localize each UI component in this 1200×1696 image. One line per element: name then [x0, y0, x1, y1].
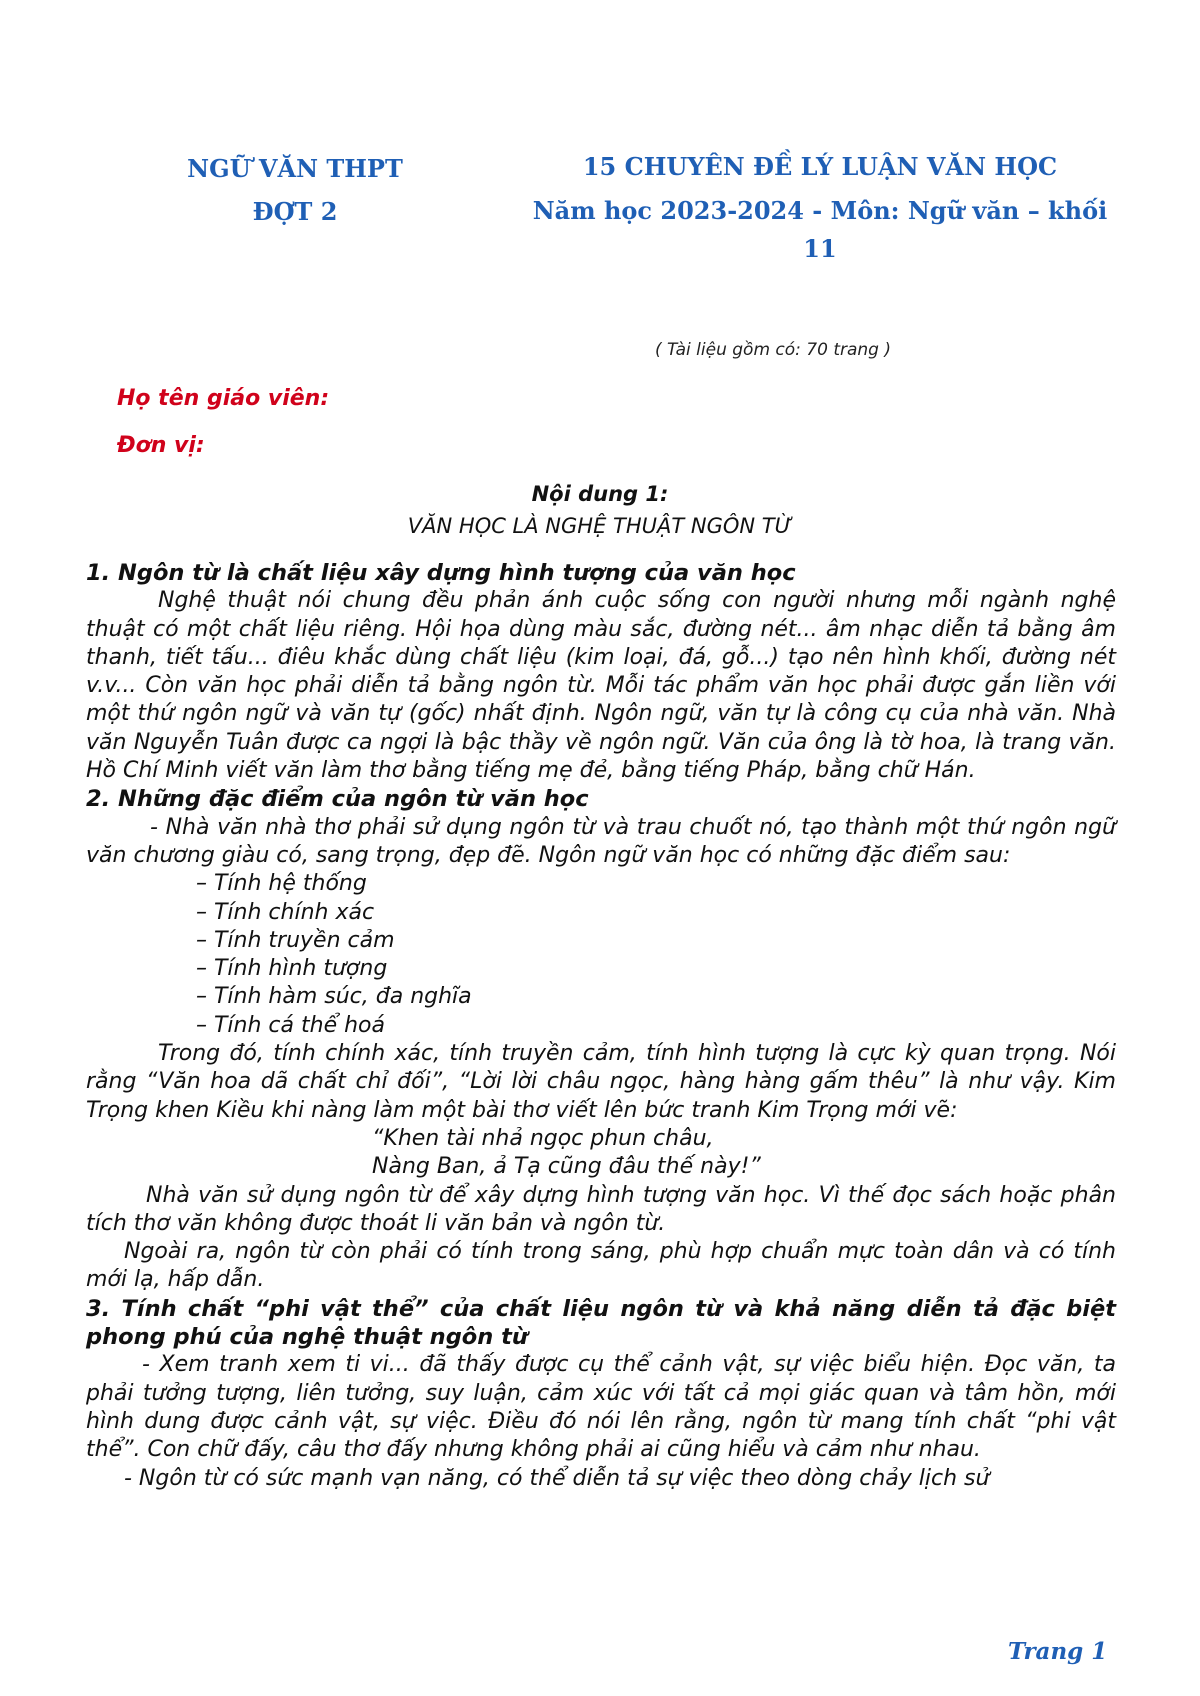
section-2-paragraph-2: Trong đó, tính chính xác, tính truyền cảm, tính hình tượng là cực kỳ quan trọng. Nói rằng “Văn hoa dã chất chỉ đối”, “Lời lời châu ngọc, hàng hàng gấm thêu” là như vậy. Kim Trọng khen Kiều khi nàng làm một bài thơ viết lên bức tranh Kim Trọng mới vẽ:	[86, 1041, 1116, 1123]
header-round: ĐỢT 2	[252, 197, 338, 226]
section-2-heading: 2. Những đặc điểm của ngôn từ văn học	[86, 786, 589, 813]
teacher-name-label: Họ tên giáo viên:	[117, 386, 330, 411]
content-number: Nội dung 1:	[531, 482, 669, 506]
pages-note: ( Tài liệu gồm có: 70 trang )	[655, 340, 892, 360]
document-body	[86, 559, 1116, 1493]
poem-line: Nàng Ban, ả Tạ cũng đâu thế này!”	[372, 1154, 761, 1180]
poem-line: “Khen tài nhả ngọc phun châu,	[372, 1125, 714, 1151]
header-subject: NGỮ VĂN THPT	[187, 154, 403, 183]
header-grade: 11	[803, 234, 837, 263]
section-3-heading: 3. Tính chất “phi vật thể” của chất liệu ngôn từ và khả năng diễn tả đặc biệt phong phú của nghệ thuật ngôn từ	[86, 1295, 1116, 1351]
section-3-paragraph: - Xem tranh xem ti vi... đã thấy được cụ thể cảnh vật, sự việc biểu hiện. Đọc văn, ta phải tưởng tượng, liên tưởng, suy luận, cảm xúc với tất cả mọi giác quan và tâm hồn, mới hình dung được cảnh vật, sự việc. Điều đó nói lên rằng, ngôn từ mang tính chất “phi vật thể”. Con chữ đấy, câu thơ đấy nhưng không phải ai cũng hiểu và cảm như nhau.	[86, 1352, 1116, 1463]
section-2-paragraph-3: Nhà văn sử dụng ngôn từ để xây dựng hình tượng văn học. Vì thế đọc sách hoặc phân tích thơ văn không được thoát li văn bản và ngôn từ.	[86, 1182, 1116, 1236]
page-number: Trang 1	[1008, 1638, 1108, 1665]
trait-item: – Tính hình tượng	[196, 956, 388, 982]
section-1-paragraph: Nghệ thuật nói chung đều phản ánh cuộc sống con người nhưng mỗi ngành nghệ thuật có một chất liệu riêng. Hội họa dùng màu sắc, đường nét... âm nhạc diễn tả bằng âm thanh, tiết tấu... điêu khắc dùng chất liệu (kim loại, đá, gỗ...) tạo nên hình khối, đường nét v.v... Còn văn học phải diễn tả bằng ngôn từ. Mỗi tác phẩm văn học phải được gắn liền với một thứ ngôn ngữ và văn tự (gốc) nhất định. Ngôn ngữ, văn tự là công cụ của nhà văn. Nhà văn Nguyễn Tuân được ca ngợi là bậc thầy về ngôn ngữ. Văn của ông là tờ hoa, là trang văn. Hồ Chí Minh viết văn làm thơ bằng tiếng mẹ đẻ, bằng tiếng Pháp, bằng chữ Hán.	[86, 588, 1116, 784]
content-heading	[300, 478, 900, 542]
section-1-heading: 1. Ngôn từ là chất liệu xây dựng hình tượng của văn học	[86, 560, 796, 586]
trait-item: – Tính cá thể hoá	[196, 1012, 385, 1038]
unit-label: Đơn vị:	[117, 433, 205, 458]
header-school-year: Năm học 2023-2024 - Môn: Ngữ văn – khối	[532, 196, 1108, 225]
poem-quote	[86, 1125, 1116, 1182]
trait-item: – Tính hệ thống	[196, 871, 367, 897]
content-subtitle: VĂN HỌC LÀ NGHỆ THUẬT NGÔN TỪ	[407, 514, 793, 538]
traits-list	[86, 870, 1116, 1040]
trait-item: – Tính chính xác	[196, 899, 375, 925]
trait-item: – Tính truyền cảm	[196, 927, 395, 953]
trait-item: – Tính hàm súc, đa nghĩa	[196, 984, 472, 1010]
section-2-paragraph: - Nhà văn nhà thơ phải sử dụng ngôn từ và trau chuốt nó, tạo thành một thứ ngôn ngữ văn chương giàu có, sang trọng, đẹp đẽ. Ngôn ngữ văn học có những đặc điểm sau:	[86, 814, 1116, 868]
section-2-paragraph-4: Ngoài ra, ngôn từ còn phải có tính trong sáng, phù hợp chuẩn mực toàn dân và có tính mới lạ, hấp dẫn.	[86, 1239, 1116, 1293]
header-title: 15 CHUYÊN ĐỀ LÝ LUẬN VĂN HỌC	[582, 152, 1058, 181]
section-3-paragraph-2: - Ngôn từ có sức mạnh vạn năng, có thể diễn tả sự việc theo dòng chảy lịch sử	[124, 1465, 990, 1491]
